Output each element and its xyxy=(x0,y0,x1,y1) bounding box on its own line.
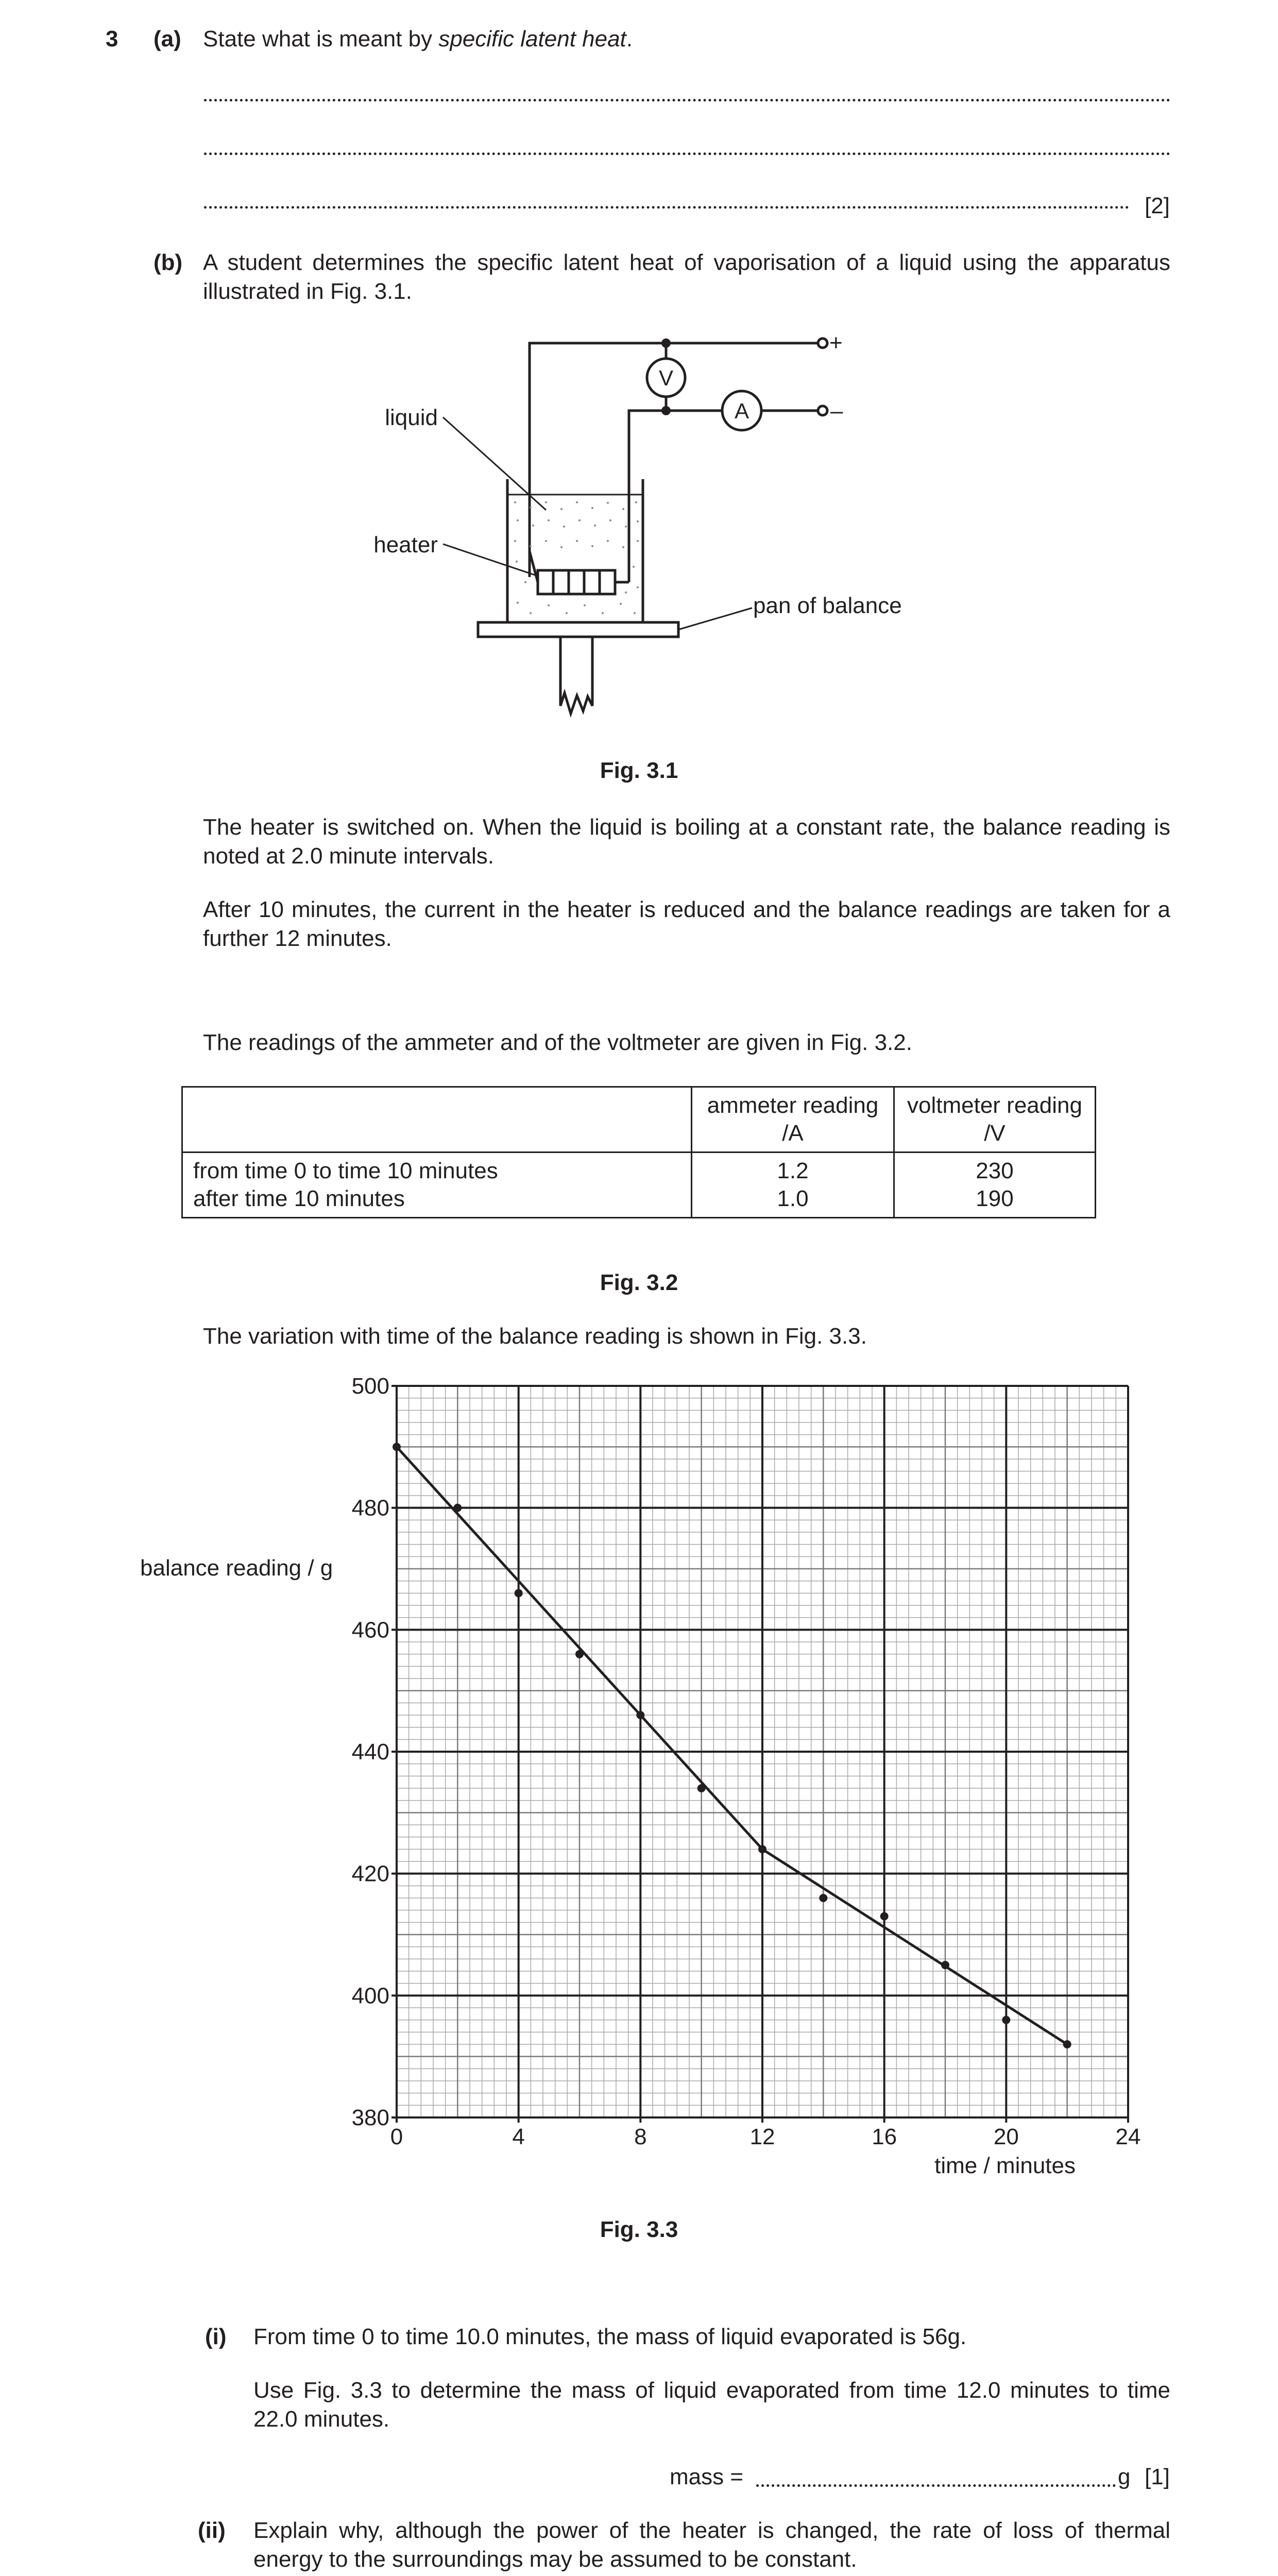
data-point xyxy=(1063,2040,1071,2048)
question-number: 3 xyxy=(106,26,118,52)
y-tick-label: 400 xyxy=(351,1983,389,2009)
paragraph-current-reduced: After 10 minutes, the current in the heater is reduced and the balance readings are taken for a further 12 minutes. xyxy=(203,897,1170,951)
x-tick-label: 4 xyxy=(512,2124,525,2149)
part-a-marks: [2] xyxy=(1145,193,1170,218)
liquid-stipple xyxy=(514,501,639,614)
y-tick-label: 440 xyxy=(351,1739,389,1765)
part-a-question: State what is meant by specific latent heat. xyxy=(203,26,633,52)
table-header-empty xyxy=(182,1087,692,1153)
x-tick-label: 12 xyxy=(749,2124,775,2149)
part-ii-label: (ii) xyxy=(198,2518,226,2543)
fig-3-1-apparatus xyxy=(0,0,1278,773)
negative-terminal xyxy=(818,406,827,415)
part-i-text2: Use Fig. 3.3 to determine the mass of liquid evaporated from time 12.0 minutes to time 22.0 minutes. xyxy=(253,2378,1170,2432)
x-tick-label: 0 xyxy=(390,2124,403,2149)
y-tick-label: 380 xyxy=(351,2105,389,2130)
x-tick-label: 16 xyxy=(872,2124,897,2149)
table-row xyxy=(182,1153,1096,1218)
data-point xyxy=(941,1961,949,1969)
data-point xyxy=(697,1784,706,1792)
heater-element xyxy=(538,570,615,594)
y-tick-label: 480 xyxy=(351,1495,389,1521)
y-tick-label: 460 xyxy=(351,1617,389,1643)
mass-answer-label: mass = xyxy=(670,2464,744,2489)
data-point xyxy=(880,1912,889,1921)
data-point xyxy=(575,1650,584,1658)
table-ammeter-values: 1.2 1.0 xyxy=(692,1153,894,1218)
plus-label: + xyxy=(829,330,843,355)
table-header-voltmeter: voltmeter reading /V xyxy=(894,1087,1096,1153)
balance-pan xyxy=(478,622,678,637)
heater-label: heater xyxy=(373,532,438,557)
table-voltmeter-values: 230 190 xyxy=(894,1153,1096,1218)
y-tick-label: 420 xyxy=(351,1861,389,1887)
table-row-labels: from time 0 to time 10 minutes after time 10 minutes xyxy=(182,1153,692,1218)
best-fit-line xyxy=(397,1447,1067,2044)
x-tick-label: 20 xyxy=(993,2124,1019,2149)
data-point xyxy=(819,1894,827,1902)
data-point xyxy=(636,1711,644,1719)
ammeter-label: A xyxy=(734,399,749,423)
beaker xyxy=(507,479,643,622)
data-point xyxy=(758,1845,766,1853)
balance-stem xyxy=(560,637,592,714)
fig-3-2-table xyxy=(181,1086,1096,1218)
x-tick-label: 24 xyxy=(1115,2124,1141,2149)
part-a-label: (a) xyxy=(154,26,181,52)
table-header-row xyxy=(182,1087,1096,1153)
data-point xyxy=(393,1443,401,1451)
mass-unit: g xyxy=(1118,2464,1131,2489)
pan-label: pan of balance xyxy=(753,593,902,618)
fig-3-1-caption: Fig. 3.1 xyxy=(600,758,678,783)
fig-3-2-caption: Fig. 3.2 xyxy=(600,1270,678,1295)
paragraph-heater-on: The heater is switched on. When the liquid is boiling at a constant rate, the balance reading is noted at 2.0 minute intervals. xyxy=(203,815,1170,869)
part-i-label: (i) xyxy=(205,2324,227,2349)
fig-3-3-graph xyxy=(0,1360,1278,2195)
part-i-marks: [1] xyxy=(1145,2464,1170,2489)
table-header-ammeter: ammeter reading /A xyxy=(692,1087,894,1153)
minus-label: – xyxy=(830,398,843,423)
part-b-intro: A student determines the specific latent heat of vaporisation of a liquid using the apparatus illustrated in Fig. 3.1. xyxy=(203,250,1170,304)
fig-3-3-caption: Fig. 3.3 xyxy=(600,2217,678,2242)
y-axis-label: balance reading / g xyxy=(140,1555,333,1581)
part-i-text1: From time 0 to time 10.0 minutes, the mass of liquid evaporated is 56g. xyxy=(253,2324,967,2349)
voltmeter-label: V xyxy=(658,366,674,390)
paragraph-variation: The variation with time of the balance reading is shown in Fig. 3.3. xyxy=(203,1324,867,1349)
paragraph-readings: The readings of the ammeter and of the voltmeter are given in Fig. 3.2. xyxy=(203,1030,912,1055)
liquid-label: liquid xyxy=(385,405,438,430)
data-point xyxy=(1002,2016,1010,2024)
data-point xyxy=(453,1504,462,1512)
mass-answer-line[interactable] xyxy=(756,2484,1116,2487)
x-tick-label: 8 xyxy=(634,2124,647,2149)
data-point xyxy=(515,1589,523,1597)
y-tick-label: 500 xyxy=(351,1374,389,1399)
x-axis-label: time / minutes xyxy=(934,2153,1076,2178)
positive-terminal xyxy=(818,338,827,348)
part-ii-text: Explain why, although the power of the heater is changed, the rate of loss of thermal energy to the surroundings may be assumed to be constant. xyxy=(253,2518,1170,2572)
part-b-label: (b) xyxy=(154,250,183,275)
